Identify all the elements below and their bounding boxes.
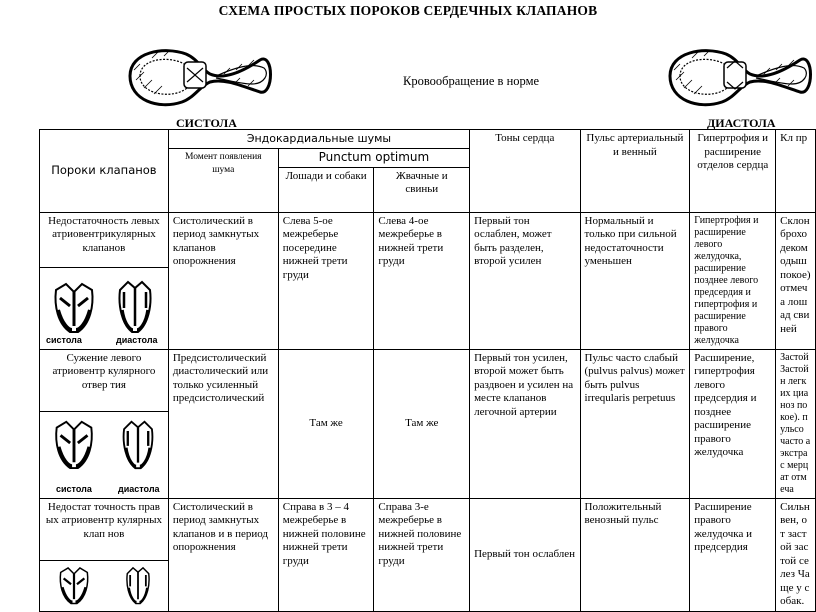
row2-last: Застой Застойн легких цианоз покое). пульсо часто а экстрас мерцат отмеча — [776, 349, 816, 498]
header-murmurs: Эндокардиальные шумы — [168, 130, 469, 149]
row1-figures — [40, 268, 169, 349]
row3-figures — [40, 561, 169, 611]
row3-pulse: Положительный венозный пульс — [580, 498, 690, 611]
circulation-label: Кровообращение в норме — [403, 74, 540, 88]
caption-systole: систола — [46, 335, 82, 345]
row3-hypertrophy: Расширение правого желудочка и предсердия — [690, 498, 776, 611]
row1-tones: Первый тон ослаблен, может быть разделен, второй усилен — [470, 212, 580, 349]
row3-ruminants: Справа 3-е межреберье в нижней половине нижней трети груди — [374, 498, 470, 611]
header-horses-dogs: Лошади и собаки — [278, 167, 374, 212]
row2-moment: Предсистолический диастолический или только усиленный предсистолический — [168, 349, 278, 498]
header-ruminants-pigs: Жвачные и свиньи — [374, 167, 470, 212]
caption-systole: систола — [56, 484, 92, 494]
valve-defects-table — [39, 129, 816, 612]
row1-hypertrophy: Гипертрофия и расширение левого желудочка, расширение позднее левого предсердия и гипертрофия и расширение правого желудочка — [690, 212, 776, 349]
phase-diastole-label: ДИАСТОЛА — [707, 116, 776, 130]
row2-hypertrophy: Расширение, гипертрофия левого предсердия и позднее расширение правого желудочка — [690, 349, 776, 498]
header-hypertrophy: Гипертрофия и расширение отделов сердца — [690, 130, 776, 213]
row1-horses: Слева 5-ое межреберье посередине нижней трети груди — [278, 212, 374, 349]
row3-defect: Недостат точность прав ых атриовентр кулярных клап нов — [40, 498, 169, 561]
circulation-diagram-left — [124, 40, 276, 112]
header-last-column: Кл пр — [776, 130, 816, 213]
row3-last: Сильн вен, от застой застой селез Чаще у собак. — [776, 498, 816, 611]
header-defects: Пороки клапанов — [40, 130, 169, 213]
header-pulse: Пульс артериальный и венный — [580, 130, 690, 213]
heart-section-systole-icon — [52, 280, 96, 334]
caption-diastole: диастола — [116, 335, 158, 345]
header-moment: Момент появления шума — [168, 149, 278, 213]
row1-last: Склон брохо деком одыш покое) отмеча лошад свиней — [776, 212, 816, 349]
row2-horses: Там же — [278, 349, 374, 498]
heart-section-diastole-icon — [116, 278, 154, 334]
row3-horses: Справа в 3 – 4 межреберье в нижней половине нижней трети груди — [278, 498, 374, 611]
row1-moment: Систолический в период замкнутых клапанов опорожнения — [168, 212, 278, 349]
phase-systole-label: СИСТОЛА — [176, 116, 237, 130]
heart-section-systole-icon — [52, 418, 96, 470]
row2-pulse: Пульс часто слабый (pulvus palvus) может быть pulvus irreqularis perpetuus — [580, 349, 690, 498]
row1-pulse: Нормальный и только при сильной недостаточности уменьшен — [580, 212, 690, 349]
row2-ruminants: Там же — [374, 349, 470, 498]
row1-defect: Недостаточность левых атриовентрикулярных клапанов — [40, 212, 169, 268]
heart-section-diastole-icon — [120, 418, 156, 470]
heart-section-diastole-icon — [122, 565, 154, 605]
row2-figures — [40, 412, 169, 498]
header-heart-tones: Тоны сердца — [470, 130, 580, 213]
row2-defect: Сужение левого атриовентр кулярного отвер тия — [40, 349, 169, 412]
row3-tones: Первый тон ослаблен — [470, 498, 580, 611]
row2-tones: Первый тон усилен, второй может быть раздвоен и усилен на месте клапанов легочной артерии — [470, 349, 580, 498]
row3-moment: Систолический в период замкнутых клапанов и в период опорожнения — [168, 498, 278, 611]
page-title: СХЕМА ПРОСТЫХ ПОРОКОВ СЕРДЕЧНЫХ КЛАПАНОВ — [218, 3, 598, 18]
row1-ruminants: Слева 4-ое межреберье в нижней трети груди — [374, 212, 470, 349]
heart-section-systole-icon — [54, 565, 94, 605]
caption-diastole: диастола — [118, 484, 160, 494]
circulation-diagram-right — [664, 40, 816, 112]
heart-block — [724, 62, 746, 88]
header-punctum-optimum: Punctum optimum — [278, 149, 469, 168]
